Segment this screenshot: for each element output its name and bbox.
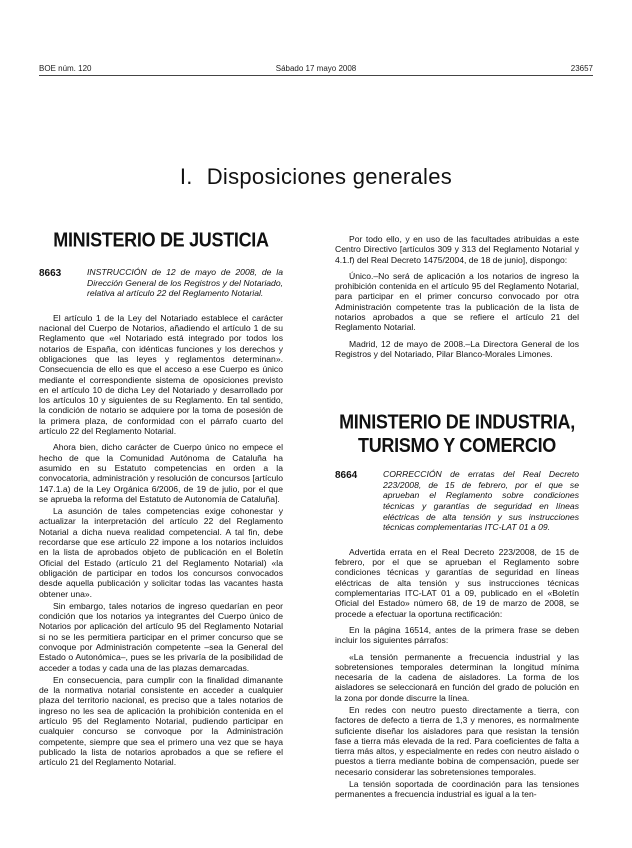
left-column [39,230,283,770]
paragraph: Ahora bien, dicho carácter de Cuerpo único no empece el hecho de que la Comunidad Autónoma de Cataluña ha asumido en su Estatuto competencias en orden a la convocatoria, administración y resolución de concursos [artículo 147.1.a) de la Ley Orgánica 6/2006, de 19 de julio, por el que se aprueba la reforma del Estatuto de Autonomía de Cataluña]. [39,442,283,504]
section-title: Disposiciones generales [206,164,453,189]
entry-title: CORRECCIÓN de erratas del Real Decreto 223/2008, de 15 de febrero, por el que se aprueban el Reglamento sobre condiciones técnicas y garantías de seguridad en líneas eléctricas de alta tensión y sus instrucciones técnicas complementarias ITC-LAT 01 a 09. [383,469,579,533]
entry-number: 8664 [335,470,358,482]
section-heading [0,164,632,190]
ministry-heading-industria [335,411,579,458]
header-page-number: 23657 [570,64,593,73]
entry-8663-continuation [335,234,579,359]
paragraph: Por todo ello, y en uso de las facultades atribuidas a este Centro Directivo [artículos 309 y 313 del Reglamento Notarial y 4.1.f) del Real Decreto 1475/2004, de 18 de junio], dispongo: [335,234,579,265]
entry-title: INSTRUCCIÓN de 12 de mayo de 2008, de la Dirección General de los Registros y del Notariado, relativa al artículo 22 del Reglamento Notarial. [87,267,283,299]
ministry-line-1: MINISTERIO DE INDUSTRIA, [339,410,575,434]
paragraph: «La tensión permanente a frecuencia industrial y las sobretensiones temporales determinan la longitud mínima necesaria de la cadena de aisladores. La forma de los aisladores se seleccionará en función del grado de polución en la zona por donde discurre la línea. [335,651,579,703]
header-journal-issue: BOE núm. 120 [39,64,92,73]
paragraph: Advertida errata en el Real Decreto 223/2008, de 15 de febrero, por el que se aprueban el Reglamento sobre condiciones técnicas y garantías de seguridad en líneas eléctricas de alta tensión y sus instrucciones técnicas complementarias ITC-LAT 01 a 09, publicado en el «Boletín Oficial del Estado» número 68, de 19 de marzo de 2008, se procede a efectuar la oportuna rectificación: [335,546,579,619]
paragraph: El artículo 1 de la Ley del Notariado establece el carácter nacional del Cuerpo de Notarios, añadiendo el artículo 1 de su Reglamento que «el Notariado está integrado por todos los notarios de España, con idénticas funciones y los derechos y obligaciones que las leyes y reglamentos determinan». Consecuencia de ello es que el acceso a ese Cuerpo es único mediante el correspondiente sistema de oposiciones previsto en el artículo 10 de dicha Ley del Notariado y desarrollado por los artículos 10 y siguientes de su Reglamento. En tal sentido, la condición de notario se adquiere por la toma de posesión de la primera plaza, de conformidad con el párrafo cuarto del artículo 22 del Reglamento Notarial. [39,312,283,437]
header-rule [39,75,593,76]
paragraph: La asunción de tales competencias exige cohonestar y actualizar la interpretación del artículo 22 del Reglamento Notarial a dicha nueva realidad competencial. A tal fin, debe recordarse que ese artículo 22 impone a los notarios incluidos en la lista de aprobados objeto de publicación en el Boletín Oficial del Estado (artículo 21 del Reglamento Notarial) «la obligación de participar en todos los concursos convocados desde aquella publicación y solicitar todas las vacantes hasta obtener una». [39,506,283,599]
paragraph: En la página 16514, antes de la primera frase se deben incluir los siguientes párrafos: [335,624,579,646]
entry-body [335,547,579,800]
paragraph: En consecuencia, para cumplir con la finalidad dimanante de la normativa notarial consistente en acceder a cualquier plaza del territorio nacional, es preciso que a tales notarios de ingreso no les sea de aplicación la prohibición contenida en el artículo 95 del Reglamento Notarial, pudiendo participar en cualquier concurso se convoque por la Administración competente, siempre que sea el primero una vez que se haya publicado la lista de notarios aprobados a que se refiere el artículo 21 del Reglamento Notarial. [39,674,283,768]
right-column [335,234,579,802]
entry-8663 [39,267,283,299]
paragraph: Sin embargo, tales notarios de ingreso quedarían en peor condición que los notarios ya integrantes del Cuerpo único de Notarios por aplicación del artículo 95 del Reglamento Notarial si no se les permitiera participar en el primer concurso que se convoque por Administración competente –sea la General del Estado o Autonómica–, pues se les privaría de la posibilidad de acceder a todas y cada una de las plazas demarcadas. [39,600,283,673]
signature-paragraph: Madrid, 12 de mayo de 2008.–La Directora General de los Registros y del Notariado, Pilar Blanco-Morales Limones. [335,338,579,359]
section-number: I. [179,164,193,189]
ministry-heading-justicia: MINISTERIO DE JUSTICIA [53,228,269,252]
entry-8664 [335,469,579,533]
paragraph: En redes con neutro puesto directamente a tierra, con factores de defecto a tierra de 1,3 y menores, es normalmente suficiente diseñar los aisladores para que resistan la tensión fase a tierra más elevada de la red. Para coeficientes de falta a tierra más altos, y especialmente en redes con neutro aislado o puestos a tierra mediante bobina de compensación, puede ser necesario considerar las sobretensiones temporales. [335,704,579,777]
entry-number: 8663 [39,268,62,279]
entry-body [39,313,283,768]
header-date: Sábado 17 mayo 2008 [275,64,357,73]
paragraph: Único.–No será de aplicación a los notarios de ingreso la prohibición contenida en el artículo 95 del Reglamento Notarial, para participar en el primer concurso convocado por otra Administración competente tras la publicación de la lista de notarios aprobados a que se refiere el artículo 21 del Reglamento Notarial. [335,270,579,333]
ministry-line-2: TURISMO Y COMERCIO [358,434,556,457]
paragraph: La tensión soportada de coordinación para las tensiones permanentes a frecuencia industrial es igual a la ten- [335,779,579,800]
